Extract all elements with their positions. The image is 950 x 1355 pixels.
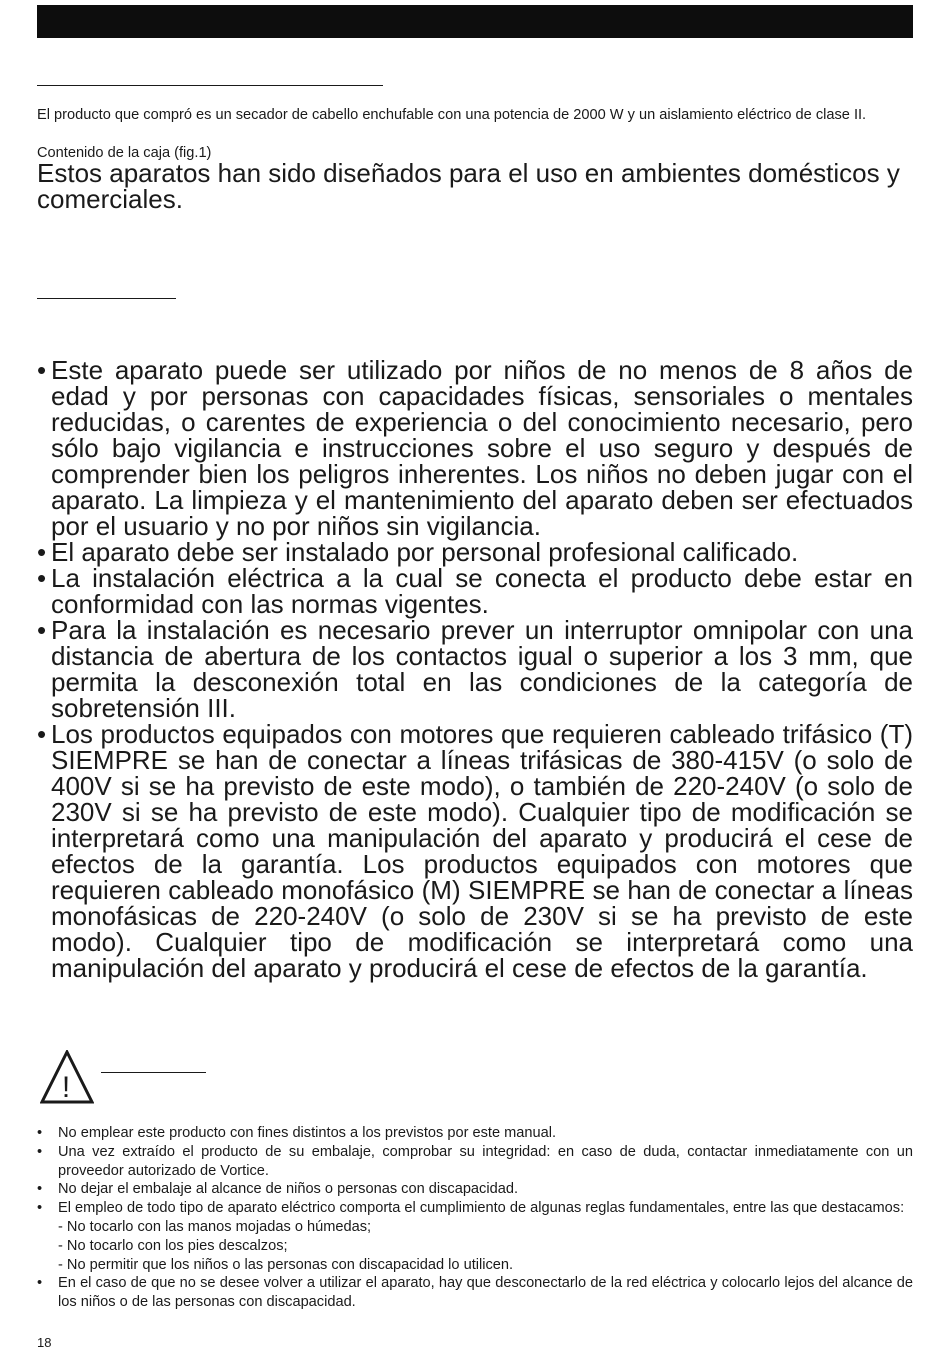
bullet: • — [37, 615, 47, 645]
warning-glyph: ! — [61, 1071, 71, 1104]
list-item — [37, 617, 913, 721]
page-number: 18 — [37, 1335, 52, 1350]
bullet: • — [37, 563, 47, 593]
list-item-text: El empleo de todo tipo de aparato eléctrico comporta el cumplimiento de algunas reglas fundamentales, entre las que destacamos: — [58, 1200, 905, 1217]
list-item — [37, 1124, 913, 1143]
sub-item: - No permitir que los niños o las personas con discapacidad lo utilicen. — [58, 1256, 514, 1273]
list-item — [37, 565, 913, 617]
bullet: • — [37, 537, 47, 567]
product-description: El producto que compró es un secador de cabello enchufable con una potencia de 2000 W y un aislamiento eléctrico de clase II. — [37, 107, 867, 123]
warning-list — [37, 1124, 913, 1312]
list-item-text: Los productos equipados con motores que requieren cableado trifásico (T) SIEMPRE se han de conectar a líneas trifásicas de 380-415V (o solo de 400V si se ha previsto de este modo), o también de 220-240V (o solo de 230V si se ha previsto de este modo). Cualquier tipo de modificación se interpretará como una manipulación del aparato y producirá el cese de efectos de la garantía. Los productos equipados con motores que requieren cableado monofásico (M) SIEMPRE se han de conectar a líneas monofásicas de 220-240V (o solo de 230V si se ha previsto de este modo). Cualquier tipo de modificación se interpretará como una manipulación del aparato y producirá el cese de efectos de la garantía. — [51, 719, 913, 983]
list-item — [37, 1199, 913, 1274]
section-rule-intro — [37, 85, 383, 86]
bullet: • — [37, 1125, 43, 1141]
list-item-text: Para la instalación es necesario prever un interruptor omnipolar con una distancia de abertura de los contactos igual o superior a los 3 mm, que permita la desconexión total en las condiciones de la categoría de sobretensión III. — [51, 615, 913, 723]
list-item — [37, 1274, 913, 1312]
usage-statement: Estos aparatos han sido diseñados para el uso en ambientes domésticos y comerciales. — [37, 158, 900, 214]
safety-list — [37, 357, 913, 981]
list-item — [37, 1143, 913, 1181]
bullet: • — [37, 1275, 43, 1292]
sub-item: - No tocarlo con los pies descalzos; — [58, 1237, 288, 1254]
list-item — [37, 357, 913, 539]
list-item — [37, 721, 913, 981]
section-rule-warning — [101, 1072, 206, 1073]
list-item-text: Este aparato puede ser utilizado por niños de no menos de 8 años de edad y por personas con capacidades físicas, sensoriales o mentales reducidas, o carentes de experiencia o del conocimiento necesario, pero sólo bajo vigilancia e instrucciones sobre el uso seguro y después de comprender bien los peligros inherentes. Los niños no deben jugar con el aparato. La limpieza y el mantenimiento del aparato deben ser efectuados por el usuario y no por niños sin vigilancia. — [51, 355, 913, 541]
bullet: • — [37, 1181, 43, 1198]
bullet: • — [37, 355, 47, 385]
list-item-text: No dejar el embalaje al alcance de niños o personas con discapacidad. — [58, 1181, 518, 1198]
warning-triangle-icon — [40, 1050, 94, 1104]
list-item-text: En el caso de que no se desee volver a utilizar el aparato, hay que desconectarlo de la red eléctrica y colocarlo lejos del alcance de los niños o de las personas con discapacidad. — [58, 1275, 913, 1311]
box-contents-label: Contenido de la caja (fig.1) — [37, 145, 212, 161]
bullet: • — [37, 1143, 43, 1160]
section-rule-safety — [37, 298, 176, 299]
list-item-text: El aparato debe ser instalado por personal profesional calificado. — [51, 537, 799, 567]
list-item-text: No emplear este producto con fines distintos a los previstos por este manual. — [58, 1125, 557, 1141]
list-item-text: Una vez extraído el producto de su embalaje, comprobar su integridad: en caso de duda, contactar inmediatamente con un proveedor autorizado de Vortice. — [58, 1143, 913, 1179]
sub-item: - No tocarlo con las manos mojadas o húmedas; — [58, 1218, 372, 1235]
bullet: • — [37, 719, 47, 749]
list-item — [37, 539, 913, 565]
header-bar — [37, 5, 913, 38]
list-item-text: La instalación eléctrica a la cual se conecta el producto debe estar en conformidad con las normas vigentes. — [51, 563, 913, 619]
list-item — [37, 1180, 913, 1199]
bullet: • — [37, 1200, 43, 1217]
